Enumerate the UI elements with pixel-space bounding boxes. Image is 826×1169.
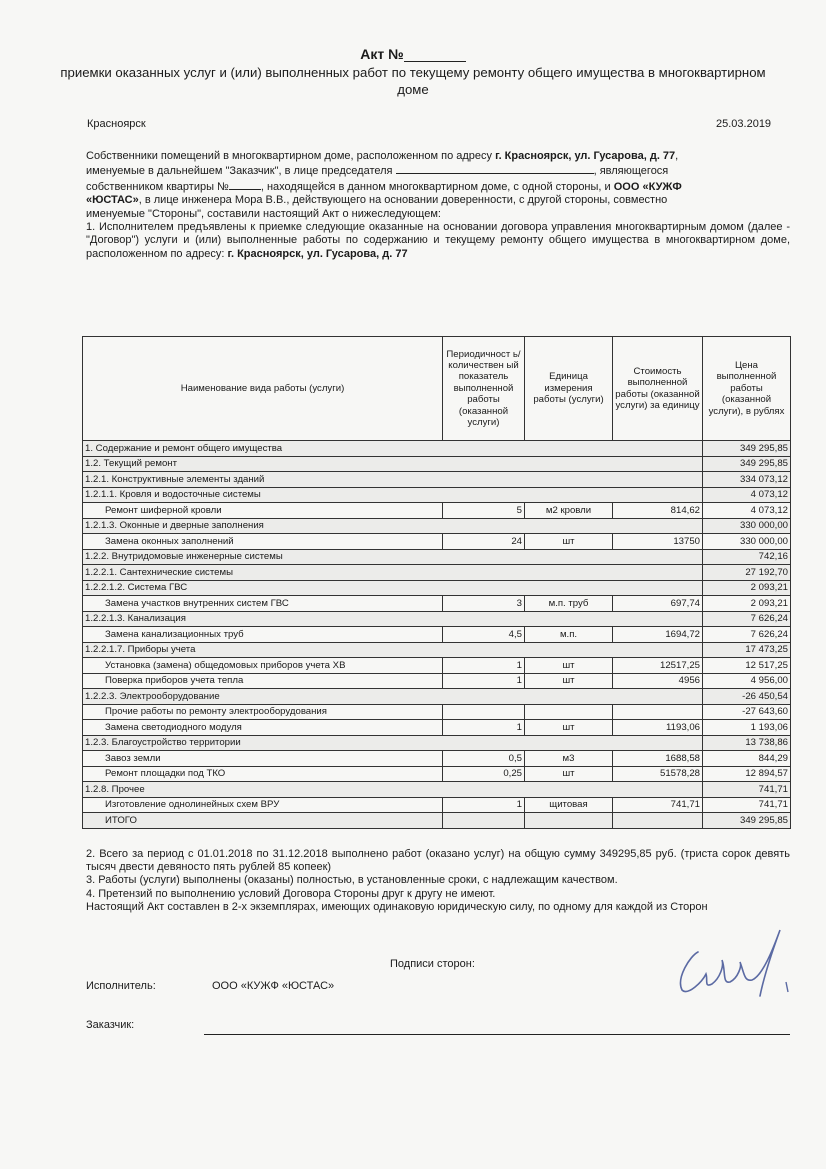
cell-total: 4 956,00 — [703, 673, 791, 689]
footer-clauses — [86, 848, 790, 914]
cell-name: Замена канализационных труб — [83, 627, 443, 643]
cell-name: 1.2.1.1. Кровля и водосточные системы — [83, 487, 703, 503]
executor-value: ООО «КУЖФ «ЮСТАС» — [212, 980, 335, 992]
executor-label: Исполнитель: — [86, 980, 156, 992]
cell-qty: 3 — [443, 596, 525, 612]
title-prefix: Акт № — [360, 46, 404, 62]
address: г. Красноярск, ул. Гусарова, д. 77 — [495, 150, 676, 162]
cell-total: -27 643,60 — [703, 704, 791, 720]
cell-total: 741,71 — [703, 797, 791, 813]
col-header-qty: Периодичност ь/количествен ый показатель выполненной работы (оказанной услуги) — [443, 337, 525, 441]
cell-price: 741,71 — [613, 797, 703, 813]
cell-total: 27 192,70 — [703, 565, 791, 581]
table-row — [83, 673, 791, 689]
table-row — [83, 611, 791, 627]
cell-total: 4 073,12 — [703, 487, 791, 503]
cell-price — [613, 704, 703, 720]
cell-unit — [525, 704, 613, 720]
cell-unit: м.п. труб — [525, 596, 613, 612]
cell-qty: 5 — [443, 503, 525, 519]
cell-total: -26 450,54 — [703, 689, 791, 705]
cell-name: 1.2.1.3. Оконные и дверные заполнения — [83, 518, 703, 534]
table-row — [83, 565, 791, 581]
cell-total: 349 295,85 — [703, 456, 791, 472]
works-table — [82, 336, 791, 829]
cell-total: 742,16 — [703, 549, 791, 565]
table-row — [83, 658, 791, 674]
cell-unit: м2 кровли — [525, 503, 613, 519]
cell-name: Изготовление однолинейных схем ВРУ — [83, 797, 443, 813]
cell-total: 13 738,86 — [703, 735, 791, 751]
col-header-unit: Единица измерения работы (услуги) — [525, 337, 613, 441]
cell-qty: 0,25 — [443, 766, 525, 782]
cell-unit: м3 — [525, 751, 613, 767]
cell-total: 349 295,85 — [703, 813, 791, 829]
cell-name: 1.2.2.1. Сантехнические системы — [83, 565, 703, 581]
col-header-total: Цена выполненной работы (оказанной услуги), в рублях — [703, 337, 791, 441]
table-row — [83, 642, 791, 658]
cell-price: 1688,58 — [613, 751, 703, 767]
intro-line2b: являющегося — [599, 165, 669, 178]
table-row — [83, 735, 791, 751]
cell-unit: м.п. — [525, 627, 613, 643]
customer-label: Заказчик: — [86, 1019, 135, 1031]
cell-qty: 1 — [443, 673, 525, 689]
intro-line5: именуемые "Стороны", составили настоящий Акт о нижеследующем: — [86, 207, 441, 220]
table-row — [83, 580, 791, 596]
cell-total: 7 626,24 — [703, 627, 791, 643]
cell-qty: 24 — [443, 534, 525, 550]
cell-total: 844,29 — [703, 751, 791, 767]
table-row — [83, 487, 791, 503]
intro-line3b: , находящейся в данном многоквартирном доме, с одной стороны, и — [260, 180, 611, 193]
date: 25.03.2019 — [716, 118, 772, 130]
table-row — [83, 503, 791, 519]
cell-name: 1.2.2.3. Электрооборудование — [83, 689, 703, 705]
table-row — [83, 596, 791, 612]
cell-name: 1.2.1. Конструктивные элементы зданий — [83, 472, 703, 488]
table-row — [83, 782, 791, 798]
cell-total: 17 473,25 — [703, 642, 791, 658]
cell-price: 697,74 — [613, 596, 703, 612]
table-row — [83, 441, 791, 457]
cell-price — [613, 813, 703, 829]
cell-name: 1.2.2.1.2. Система ГВС — [83, 580, 703, 596]
table-row — [83, 472, 791, 488]
document-subtitle: приемки оказанных услуг и (или) выполненных работ по текущему ремонту общего имущества в многоквартирном доме — [60, 65, 766, 97]
cell-unit: шт — [525, 720, 613, 736]
cell-price: 4956 — [613, 673, 703, 689]
cell-unit: шт — [525, 766, 613, 782]
cell-name: Прочие работы по ремонту электрооборудования — [83, 704, 443, 720]
cell-name: 1. Содержание и ремонт общего имущества — [83, 441, 703, 457]
intro-line2a: именуемые в дальнейшем "Заказчик", в лице председателя — [86, 165, 393, 178]
cell-total: 12 894,57 — [703, 766, 791, 782]
table-row — [83, 534, 791, 550]
cell-total: 334 073,12 — [703, 472, 791, 488]
cell-total: 1 193,06 — [703, 720, 791, 736]
cell-qty: 0,5 — [443, 751, 525, 767]
cell-price: 814,62 — [613, 503, 703, 519]
table-row — [83, 456, 791, 472]
cell-unit: шт — [525, 658, 613, 674]
cell-qty — [443, 704, 525, 720]
cell-name: Установка (замена) общедомовых приборов учета ХВ — [83, 658, 443, 674]
cell-unit: шт — [525, 534, 613, 550]
table-row — [83, 704, 791, 720]
table-row — [83, 797, 791, 813]
cell-price: 1193,06 — [613, 720, 703, 736]
cell-name: 1.2.8. Прочее — [83, 782, 703, 798]
cell-name: 1.2.3. Благоустройство территории — [83, 735, 703, 751]
clause-3: 3. Работы (услуги) выполнены (оказаны) полностью, в установленные сроки, с надлежащим качеством. — [86, 874, 618, 887]
clause-2: 2. Всего за период с 01.01.2018 по 31.12.2018 выполнено работ (оказано услуг) на общую сумму 349295,85 руб. (триста сорок девять тысяч двести девяносто пять рублей 85 копеек) — [86, 848, 790, 874]
cell-total: 2 093,21 — [703, 596, 791, 612]
cell-qty — [443, 813, 525, 829]
cell-qty: 1 — [443, 720, 525, 736]
intro-line1a: Собственники помещений в многоквартирном доме, расположенном по адресу — [86, 150, 493, 162]
table-row — [83, 518, 791, 534]
signatures-heading: Подписи сторон: — [390, 958, 475, 970]
col-header-name: Наименование вида работы (услуги) — [83, 337, 443, 441]
cell-name: 1.2. Текущий ремонт — [83, 456, 703, 472]
document-title — [0, 46, 826, 62]
apartment-blank — [229, 179, 261, 190]
cell-qty: 4,5 — [443, 627, 525, 643]
cell-name: Завоз земли — [83, 751, 443, 767]
clause-1-text: 1. Исполнителем предъявлены к приемке следующие оказанные на основании договора управления многоквартирным домом (далее - "Договор") услуги и (или) выполненные работы по содержанию и текущему ремонту общего имущества в многоквартирном доме, расположенном по адресу: — [86, 221, 790, 260]
cell-total: 330 000,00 — [703, 518, 791, 534]
cell-name: Ремонт площадки под ТКО — [83, 766, 443, 782]
cell-unit — [525, 813, 613, 829]
cell-total: 349 295,85 — [703, 441, 791, 457]
table-row — [83, 813, 791, 829]
cell-price: 1694,72 — [613, 627, 703, 643]
closing-statement: Настоящий Акт составлен в 2-х экземплярах, имеющих одинаковую юридическую силу, по одному для каждой из Сторон — [86, 900, 708, 913]
cell-price: 51578,28 — [613, 766, 703, 782]
cell-name: Ремонт шиферной кровли — [83, 503, 443, 519]
city: Красноярск — [87, 118, 146, 130]
act-number-blank — [404, 48, 466, 62]
cell-total: 330 000,00 — [703, 534, 791, 550]
col-header-price: Стоимость выполненной работы (оказанной услуги) за единицу — [613, 337, 703, 441]
cell-name: Поверка приборов учета тепла — [83, 673, 443, 689]
intro-paragraph: Собственники помещений в многоквартирном доме, расположенном по адресу г. Красноярск, ул. Гусарова, д. 77, именуемые в дальнейшем "Заказчик", в лице председателя , являющегося собственником квартиры № , находящейся в данном многоквартирном доме, с одной стороны, и ООО «КУЖФ «ЮСТАС», в лице инженера Мора В.В., действующего на основании доверенности, с другой стороны, совместно именуемые "Стороны", составили настоящий Акт о нижеследующем: 1. Исполнителем предъявлены к приемке следующие оказанные на основании договора управления многоквартирным домом (далее - "Договор") услуги и (или) выполненные работы по содержанию и текущему ремонту общего имущества в многоквартирном доме, расположенном по адресу: г. Красноярск, ул. Гусарова, д. 77 — [86, 150, 790, 260]
cell-name: Замена светодиодного модуля — [83, 720, 443, 736]
cell-name: 1.2.2.1.7. Приборы учета — [83, 642, 703, 658]
table-row — [83, 766, 791, 782]
cell-unit: шт — [525, 673, 613, 689]
cell-total: 4 073,12 — [703, 503, 791, 519]
clause-4: 4. Претензий по выполнению условий Договора Стороны друг к другу не имеют. — [86, 887, 496, 900]
cell-qty: 1 — [443, 797, 525, 813]
handwritten-signature — [668, 922, 798, 1002]
cell-name: Замена оконных заполнений — [83, 534, 443, 550]
cell-price: 13750 — [613, 534, 703, 550]
cell-name: 1.2.2.1.3. Канализация — [83, 611, 703, 627]
cell-total: 7 626,24 — [703, 611, 791, 627]
customer-signature-line — [204, 1034, 790, 1035]
table-header-row — [83, 337, 791, 441]
table-row — [83, 720, 791, 736]
cell-total: 12 517,25 — [703, 658, 791, 674]
cell-price: 12517,25 — [613, 658, 703, 674]
cell-name: Замена участков внутренних систем ГВС — [83, 596, 443, 612]
table-row — [83, 751, 791, 767]
company-part2: «ЮСТАС» — [86, 194, 139, 207]
clause-1-address: г. Красноярск, ул. Гусарова, д. 77 — [227, 247, 408, 260]
intro-line4b: , в лице инженера Мора В.В., действующего на основании доверенности, с другой стороны, совместно — [138, 194, 668, 207]
intro-line3a: собственником квартиры № — [86, 180, 229, 193]
cell-total: 2 093,21 — [703, 580, 791, 596]
cell-name: 1.2.2. Внутридомовые инженерные системы — [83, 549, 703, 565]
company-part1: ООО «КУЖФ — [613, 180, 682, 193]
table-row — [83, 627, 791, 643]
cell-qty: 1 — [443, 658, 525, 674]
table-row — [83, 549, 791, 565]
cell-unit: щитовая — [525, 797, 613, 813]
cell-total: 741,71 — [703, 782, 791, 798]
cell-name: ИТОГО — [83, 813, 443, 829]
chairman-blank — [396, 163, 594, 174]
table-row — [83, 689, 791, 705]
